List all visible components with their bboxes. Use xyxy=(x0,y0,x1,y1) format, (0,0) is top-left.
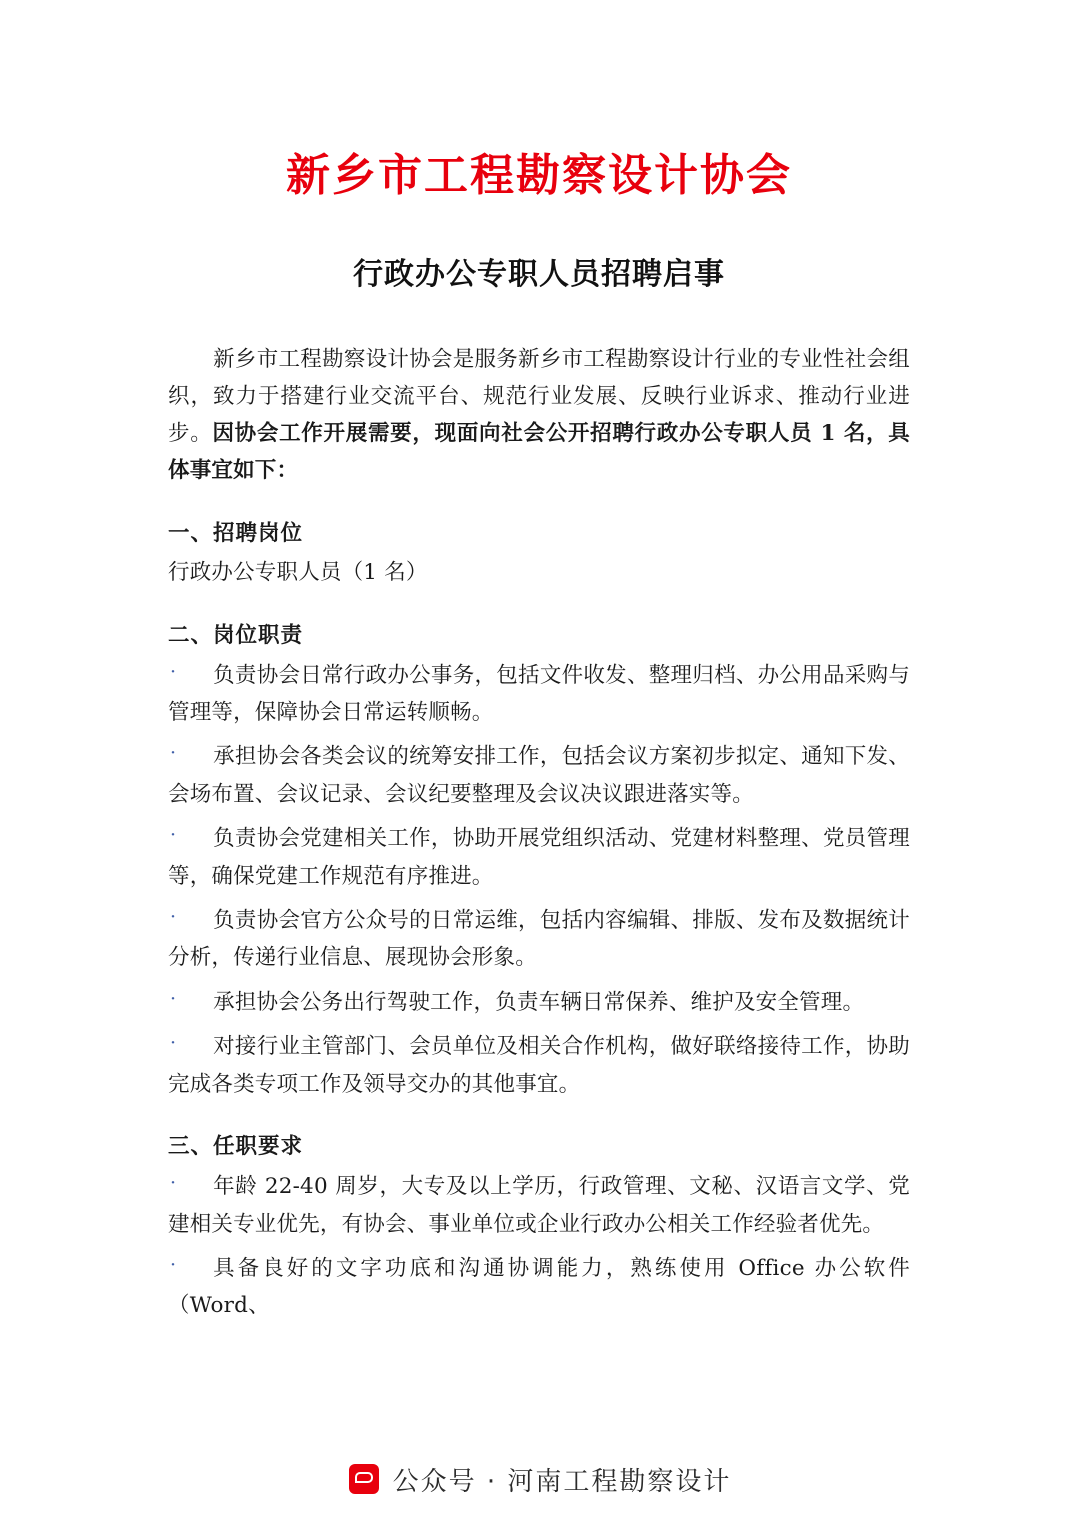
section-recruitment-position xyxy=(168,516,910,592)
section-job-requirements xyxy=(168,1129,910,1325)
list-item xyxy=(168,902,910,977)
list-item-text: 对接行业主管部门、会员单位及相关合作机构，做好联络接待工作，协助完成各类专项工作及领导交办的其他事宜。 xyxy=(168,1034,910,1097)
wechat-official-account-icon xyxy=(349,1464,379,1494)
list-item-text: 负责协会官方公众号的日常运维，包括内容编辑、排版、发布及数据统计分析，传递行业信息、展现协会形象。 xyxy=(168,908,910,971)
bullet-dot-icon: · xyxy=(170,1253,177,1276)
bullet-dot-icon: · xyxy=(170,660,177,683)
organization-title: 新乡市工程勘察设计协会 xyxy=(286,150,792,201)
list-item-text: 负责协会党建相关工作，协助开展党组织活动、党建材料整理、党员管理等，确保党建工作规范有序推进。 xyxy=(168,826,910,889)
bullet-dot-icon: · xyxy=(170,1172,177,1195)
bullet-dot-icon: · xyxy=(170,987,177,1010)
bullet-dot-icon: · xyxy=(170,906,177,929)
list-item-text: 负责协会日常行政办公事务，包括文件收发、整理归档、办公用品采购与管理等，保障协会日常运转顺畅。 xyxy=(168,662,910,726)
section-heading: 二、岗位职责 xyxy=(168,622,304,648)
section-heading: 三、任职要求 xyxy=(168,1134,304,1160)
requirements-list xyxy=(168,1168,910,1325)
intro-text-part2: 因协会工作开展需要，现面向社会公开招聘行政办公专职人员 1 名，具体事宜如下： xyxy=(168,420,910,483)
bullet-dot-icon: · xyxy=(170,742,177,765)
list-item-text: 年龄 22-40 周岁，大专及以上学历，行政管理、文秘、汉语言文学、党建相关专业优先，有协会、事业单位或企业行政办公相关工作经验者优先。 xyxy=(168,1174,910,1237)
list-item xyxy=(168,1168,910,1243)
bullet-dot-icon: · xyxy=(170,1032,177,1055)
duties-list xyxy=(168,657,910,1103)
section-plain-text: 行政办公专职人员（1 名） xyxy=(168,559,428,585)
bullet-dot-icon: · xyxy=(170,824,177,847)
list-item xyxy=(168,657,910,732)
list-item xyxy=(168,738,910,813)
list-item-text: 承担协会公务出行驾驶工作，负责车辆日常保养、维护及安全管理。 xyxy=(213,989,865,1015)
section-job-duties xyxy=(168,618,910,1103)
list-item-text: 承担协会各类会议的统筹安排工作，包括会议方案初步拟定、通知下发、会场布置、会议记录、会议纪要整理及会议决议跟进落实等。 xyxy=(168,744,910,807)
document-title: 行政办公专职人员招聘启事 xyxy=(353,256,725,292)
list-item xyxy=(168,984,910,1021)
section-heading: 一、招聘岗位 xyxy=(168,520,304,546)
intro-paragraph xyxy=(168,342,910,490)
list-item xyxy=(168,1250,910,1325)
footer-label: 公众号 · 河南工程勘察设计 xyxy=(392,1466,732,1497)
footer-watermark xyxy=(0,1431,1080,1527)
intro-text-part1: 新乡市工程勘察设计协会是服务新乡市工程勘察设计行业的专业性社会组织，致力于搭建行业交流平台、规范行业发展、反映行业诉求、推动行业进步。 xyxy=(168,346,910,446)
list-item-text: 具备良好的文字功底和沟通协调能力，熟练使用 Office 办公软件（Word、 xyxy=(168,1255,910,1319)
list-item xyxy=(168,820,910,895)
list-item xyxy=(168,1028,910,1103)
